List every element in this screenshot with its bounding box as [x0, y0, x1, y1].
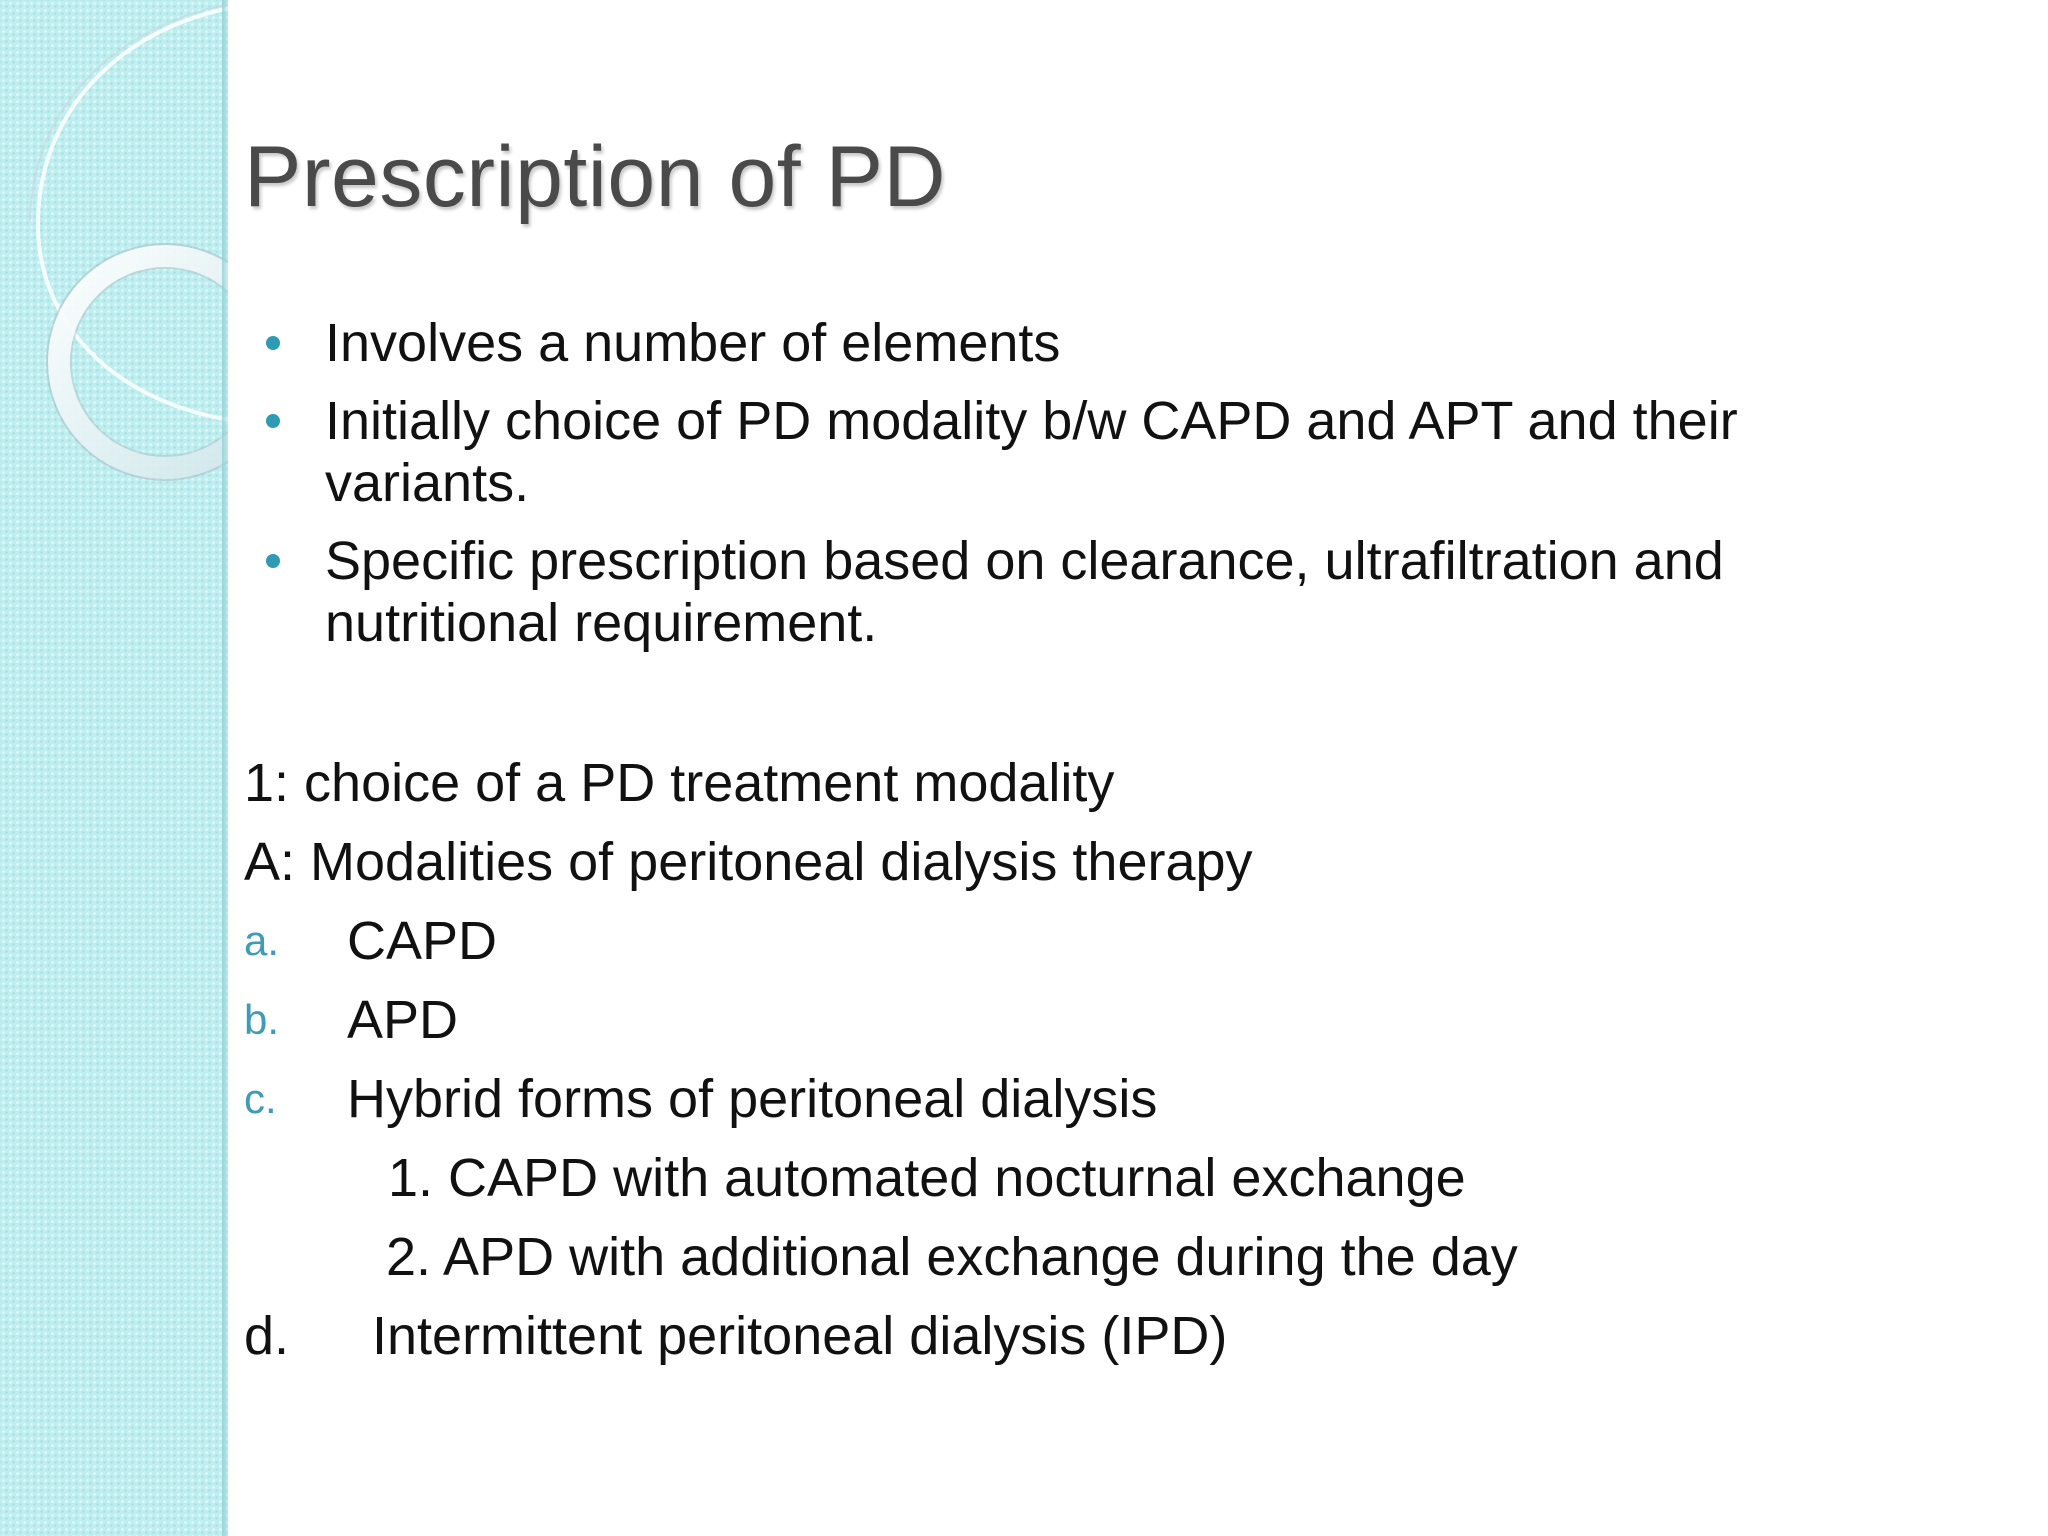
bullet-text: Initially choice of PD modality b/w CAPD and APT and their variants. — [325, 391, 1738, 513]
bullet-item — [260, 390, 1860, 514]
bullet-list — [260, 312, 1860, 670]
slide-title: Prescription of PD — [244, 129, 947, 225]
modality-item-text: CAPD — [347, 911, 498, 971]
bullet-dot-icon — [266, 336, 280, 350]
modalities-subheading: A: Modalities of peritoneal dialysis therapy — [244, 832, 1253, 892]
bullet-text: Involves a number of elements — [325, 313, 1061, 373]
modality-item-text: APD — [347, 990, 459, 1050]
list-marker: b. — [244, 996, 280, 1043]
decorative-rings — [0, 0, 228, 520]
hybrid-form-item: 1. CAPD with automated nocturnal exchange — [388, 1148, 1466, 1208]
modality-item-text: Hybrid forms of peritoneal dialysis — [347, 1069, 1158, 1129]
hybrid-form-item: 2. APD with additional exchange during the day — [386, 1227, 1518, 1287]
bullet-item — [260, 530, 1860, 654]
modality-item-text: Intermittent peritoneal dialysis (IPD) — [372, 1306, 1228, 1366]
list-marker: a. — [244, 917, 280, 964]
bullet-dot-icon — [266, 554, 280, 568]
sidebar-edge-shadow — [222, 0, 228, 1536]
bullet-dot-icon — [266, 414, 280, 428]
section-heading: 1: choice of a PD treatment modality — [244, 753, 1115, 813]
bullet-text: Specific prescription based on clearance, ultrafiltration and nutritional requirement. — [325, 531, 1724, 653]
bullet-item — [260, 312, 1860, 374]
decorative-sidebar — [0, 0, 228, 1536]
list-marker: d. — [244, 1306, 290, 1366]
list-marker: c. — [244, 1075, 277, 1122]
